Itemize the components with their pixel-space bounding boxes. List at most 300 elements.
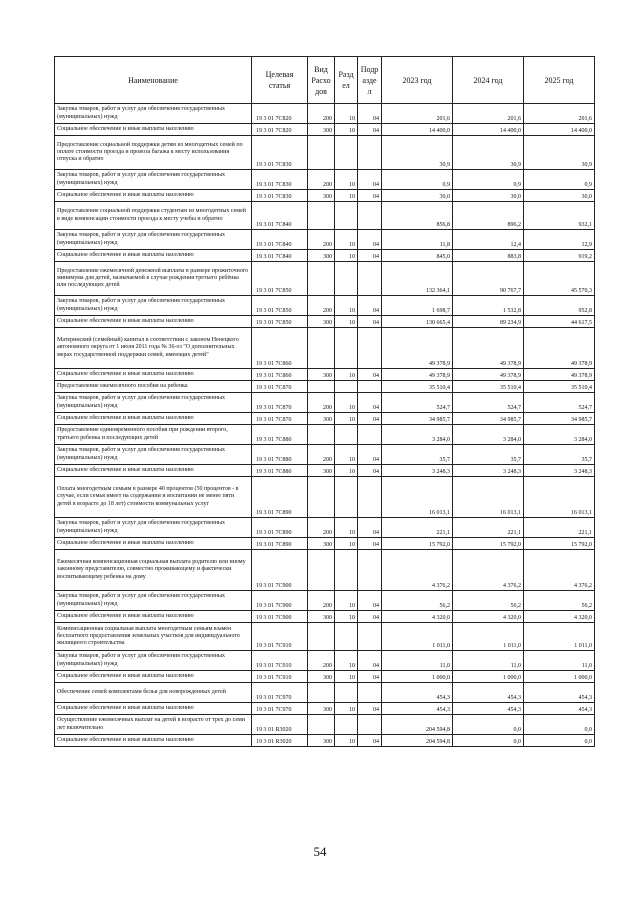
- cell-vid: [308, 136, 335, 170]
- cell-y2024: 16 013,1: [453, 477, 524, 518]
- cell-rz: [335, 623, 358, 651]
- cell-vid: 200: [308, 445, 335, 465]
- cell-y2024: 4 320,0: [453, 611, 524, 623]
- cell-y2024: 896,2: [453, 202, 524, 230]
- cell-vid: [308, 328, 335, 369]
- cell-code: 19 3 01 7С970: [252, 703, 308, 715]
- cell-y2025: 932,1: [524, 202, 595, 230]
- cell-rz: [335, 136, 358, 170]
- cell-name: Закупка товаров, работ и услуг для обеспечения государственных (муниципальных) нужд: [55, 393, 252, 413]
- cell-y2024: 0,9: [453, 170, 524, 190]
- cell-vid: 300: [308, 465, 335, 477]
- cell-y2025: 11,0: [524, 651, 595, 671]
- cell-pr: 04: [358, 703, 382, 715]
- cell-y2023: 132 364,1: [382, 262, 453, 296]
- cell-name: Предоставление ежемесячной денежной выплаты в размере прожиточного минимума для детей, назначаемой в случае рождения третьего ребёнка или последующих детей: [55, 262, 252, 296]
- header-podrazdel: Подр азде л: [358, 57, 382, 104]
- cell-y2024: 15 792,0: [453, 538, 524, 550]
- cell-y2023: 221,1: [382, 518, 453, 538]
- cell-rz: 10: [335, 671, 358, 683]
- cell-rz: [335, 425, 358, 445]
- cell-vid: [308, 715, 335, 735]
- cell-y2025: 30,0: [524, 190, 595, 202]
- cell-y2024: 11,0: [453, 651, 524, 671]
- cell-name: Закупка товаров, работ и услуг для обеспечения государственных (муниципальных) нужд: [55, 445, 252, 465]
- cell-rz: 10: [335, 465, 358, 477]
- cell-y2023: 35 510,4: [382, 381, 453, 393]
- header-2025: 2025 год: [524, 57, 595, 104]
- cell-rz: [335, 683, 358, 703]
- table-row: [55, 703, 595, 715]
- cell-y2024: 221,1: [453, 518, 524, 538]
- cell-y2025: 1 000,0: [524, 671, 595, 683]
- cell-rz: 10: [335, 369, 358, 381]
- table-row: [55, 230, 595, 250]
- cell-y2023: 1 698,7: [382, 296, 453, 316]
- header-vid: Вид Расхо дов: [308, 57, 335, 104]
- cell-y2024: 0,0: [453, 715, 524, 735]
- cell-y2023: 201,6: [382, 104, 453, 124]
- cell-vid: 200: [308, 518, 335, 538]
- cell-y2023: 4 376,2: [382, 550, 453, 591]
- cell-rz: 10: [335, 651, 358, 671]
- cell-code: 19 3 01 7С880: [252, 445, 308, 465]
- cell-name: Закупка товаров, работ и услуг для обеспечения государственных (муниципальных) нужд: [55, 230, 252, 250]
- cell-y2025: 56,2: [524, 591, 595, 611]
- cell-rz: 10: [335, 230, 358, 250]
- table-row: [55, 170, 595, 190]
- cell-y2024: 35,7: [453, 445, 524, 465]
- table-row: [55, 683, 595, 703]
- cell-y2024: 30,0: [453, 190, 524, 202]
- cell-name: Социальное обеспечение и иные выплаты населению: [55, 465, 252, 477]
- cell-y2023: 34 985,7: [382, 413, 453, 425]
- header-name: Наименование: [55, 57, 252, 104]
- cell-rz: [335, 550, 358, 591]
- cell-y2023: 524,7: [382, 393, 453, 413]
- cell-name: Оплата многодетным семьям в размере 40 процентов (50 процентов - в случае, если семья имеет на содержании и воспитании не менее пяти детей в возрасте до 18 лет) стоимости коммунальных услуг: [55, 477, 252, 518]
- table-body: [55, 104, 595, 747]
- cell-code: 19 3 01 7С970: [252, 683, 308, 703]
- cell-y2025: 201,6: [524, 104, 595, 124]
- cell-pr: 04: [358, 671, 382, 683]
- cell-name: Социальное обеспечение и иные выплаты населению: [55, 124, 252, 136]
- table-row: [55, 104, 595, 124]
- cell-vid: [308, 262, 335, 296]
- cell-code: 19 3 01 7С820: [252, 124, 308, 136]
- cell-y2024: 201,6: [453, 104, 524, 124]
- cell-code: 19 3 01 7С840: [252, 250, 308, 262]
- cell-name: Социальное обеспечение и иные выплаты населению: [55, 316, 252, 328]
- cell-name: Закупка товаров, работ и услуг для обеспечения государственных (муниципальных) нужд: [55, 104, 252, 124]
- cell-y2025: 1 011,0: [524, 623, 595, 651]
- cell-vid: 300: [308, 538, 335, 550]
- table-row: [55, 124, 595, 136]
- cell-pr: [358, 328, 382, 369]
- cell-vid: 200: [308, 591, 335, 611]
- cell-pr: [358, 425, 382, 445]
- cell-y2024: 49 378,9: [453, 328, 524, 369]
- table-row: [55, 262, 595, 296]
- cell-name: Социальное обеспечение и иные выплаты населению: [55, 250, 252, 262]
- cell-y2023: 56,2: [382, 591, 453, 611]
- table-row: [55, 425, 595, 445]
- cell-code: 19 3 01 7С850: [252, 316, 308, 328]
- cell-y2024: 1 532,8: [453, 296, 524, 316]
- page-number: 54: [313, 844, 327, 859]
- cell-y2023: 845,0: [382, 250, 453, 262]
- cell-name: Закупка товаров, работ и услуг для обеспечения государственных (муниципальных) нужд: [55, 591, 252, 611]
- cell-y2024: 454,3: [453, 683, 524, 703]
- cell-y2025: 919,2: [524, 250, 595, 262]
- cell-rz: [335, 381, 358, 393]
- cell-rz: 10: [335, 703, 358, 715]
- cell-vid: 300: [308, 250, 335, 262]
- table-row: [55, 445, 595, 465]
- cell-pr: 04: [358, 445, 382, 465]
- table-row: [55, 328, 595, 369]
- cell-code: 19 3 01 7С890: [252, 538, 308, 550]
- cell-y2025: 34 985,7: [524, 413, 595, 425]
- cell-y2024: 35 510,4: [453, 381, 524, 393]
- cell-pr: 04: [358, 104, 382, 124]
- cell-name: Социальное обеспечение и иные выплаты населению: [55, 369, 252, 381]
- cell-y2025: 45 570,3: [524, 262, 595, 296]
- cell-rz: [335, 715, 358, 735]
- cell-y2023: 1 011,0: [382, 623, 453, 651]
- cell-vid: 300: [308, 190, 335, 202]
- cell-name: Социальное обеспечение и иные выплаты населению: [55, 671, 252, 683]
- cell-name: Компенсационная социальная выплата многодетным семьям взамен бесплатного предоставления земельных участков для индивидуального жилищного строительства: [55, 623, 252, 651]
- table-row: [55, 393, 595, 413]
- cell-pr: 04: [358, 250, 382, 262]
- cell-code: 19 3 01 7С850: [252, 296, 308, 316]
- cell-vid: [308, 202, 335, 230]
- cell-y2023: 49 378,9: [382, 369, 453, 381]
- budget-table: [54, 56, 595, 747]
- cell-pr: 04: [358, 465, 382, 477]
- cell-code: 19 3 01 R3020: [252, 715, 308, 735]
- table-header-row: [55, 57, 595, 104]
- cell-y2025: 49 378,9: [524, 328, 595, 369]
- cell-y2023: 3 284,0: [382, 425, 453, 445]
- cell-pr: [358, 477, 382, 518]
- cell-y2025: 454,3: [524, 703, 595, 715]
- cell-pr: [358, 715, 382, 735]
- cell-vid: 300: [308, 671, 335, 683]
- cell-pr: 04: [358, 413, 382, 425]
- cell-y2024: 4 376,2: [453, 550, 524, 591]
- cell-pr: 04: [358, 369, 382, 381]
- cell-y2024: 524,7: [453, 393, 524, 413]
- cell-y2023: 30,0: [382, 190, 453, 202]
- cell-vid: 200: [308, 393, 335, 413]
- cell-code: 19 3 01 7С890: [252, 518, 308, 538]
- cell-name: Предоставление социальной поддержки студентам из многодетных семей в виде компенсации стоимости проезда к месту учебы и обратно: [55, 202, 252, 230]
- table-row: [55, 369, 595, 381]
- cell-name: Социальное обеспечение и иные выплаты населению: [55, 735, 252, 747]
- table-row: [55, 518, 595, 538]
- cell-y2025: 524,7: [524, 393, 595, 413]
- cell-code: 19 3 01 7С860: [252, 328, 308, 369]
- cell-pr: [358, 136, 382, 170]
- cell-rz: 10: [335, 316, 358, 328]
- cell-code: 19 3 01 7С890: [252, 477, 308, 518]
- cell-y2024: 3 284,0: [453, 425, 524, 445]
- cell-name: Предоставление ежемесячного пособия на ребенка: [55, 381, 252, 393]
- cell-rz: 10: [335, 735, 358, 747]
- cell-y2025: 0,0: [524, 715, 595, 735]
- cell-code: 19 3 01 7С870: [252, 413, 308, 425]
- cell-name: Социальное обеспечение и иные выплаты населению: [55, 190, 252, 202]
- table-row: [55, 538, 595, 550]
- cell-pr: 04: [358, 170, 382, 190]
- cell-y2023: 856,8: [382, 202, 453, 230]
- cell-y2024: 883,8: [453, 250, 524, 262]
- cell-vid: 300: [308, 316, 335, 328]
- cell-y2023: 0,9: [382, 170, 453, 190]
- table-row: [55, 611, 595, 623]
- cell-code: 19 3 01 7С850: [252, 262, 308, 296]
- cell-y2024: 56,2: [453, 591, 524, 611]
- cell-pr: [358, 683, 382, 703]
- cell-y2025: 16 013,1: [524, 477, 595, 518]
- cell-pr: [358, 623, 382, 651]
- cell-vid: 300: [308, 413, 335, 425]
- cell-code: 19 3 01 7С910: [252, 623, 308, 651]
- table-row: [55, 136, 595, 170]
- cell-y2023: 454,3: [382, 703, 453, 715]
- cell-y2024: 30,9: [453, 136, 524, 170]
- cell-code: 19 3 01 7С860: [252, 369, 308, 381]
- cell-y2025: 14 400,0: [524, 124, 595, 136]
- cell-y2024: 1 011,0: [453, 623, 524, 651]
- cell-rz: [335, 262, 358, 296]
- cell-pr: 04: [358, 124, 382, 136]
- table-row: [55, 671, 595, 683]
- cell-code: 19 3 01 7С870: [252, 393, 308, 413]
- header-2024: 2024 год: [453, 57, 524, 104]
- table-row: [55, 591, 595, 611]
- cell-name: Материнский (семейный) капитал в соответствии с законом Ненецкого автономного округа от 1 июля 2011 года № 36-оз "О дополнительных мерах государственной поддержки семей, имеющих детей": [55, 328, 252, 369]
- cell-name: Предоставление единовременного пособия при рождении второго, третьего ребенка и последующих детей: [55, 425, 252, 445]
- cell-pr: 04: [358, 393, 382, 413]
- cell-vid: 200: [308, 170, 335, 190]
- cell-vid: 200: [308, 296, 335, 316]
- cell-rz: 10: [335, 518, 358, 538]
- cell-name: Ежемесячная компенсационная социальная выплата родителю или иному законному представителю, совместно проживающему и фактически воспитывающему ребенка на дому: [55, 550, 252, 591]
- cell-pr: [358, 381, 382, 393]
- cell-y2023: 1 000,0: [382, 671, 453, 683]
- cell-y2023: 454,3: [382, 683, 453, 703]
- cell-y2025: 49 378,9: [524, 369, 595, 381]
- cell-rz: 10: [335, 611, 358, 623]
- cell-y2025: 4 320,0: [524, 611, 595, 623]
- cell-name: Предоставление социальной поддержки детям из многодетных семей по оплате стоимости проезда и провоза багажа к месту использования отпуска и обратно: [55, 136, 252, 170]
- table-row: [55, 296, 595, 316]
- cell-name: Закупка товаров, работ и услуг для обеспечения государственных (муниципальных) нужд: [55, 296, 252, 316]
- cell-y2025: 4 376,2: [524, 550, 595, 591]
- cell-pr: 04: [358, 296, 382, 316]
- cell-y2025: 952,8: [524, 296, 595, 316]
- cell-pr: 04: [358, 591, 382, 611]
- cell-pr: 04: [358, 651, 382, 671]
- cell-vid: [308, 425, 335, 445]
- cell-rz: 10: [335, 104, 358, 124]
- cell-pr: 04: [358, 611, 382, 623]
- cell-code: 19 3 01 7С870: [252, 381, 308, 393]
- cell-vid: [308, 550, 335, 591]
- cell-pr: [358, 550, 382, 591]
- cell-y2024: 34 985,7: [453, 413, 524, 425]
- cell-y2023: 35,7: [382, 445, 453, 465]
- cell-vid: 300: [308, 369, 335, 381]
- cell-rz: 10: [335, 413, 358, 425]
- cell-vid: [308, 683, 335, 703]
- cell-y2025: 221,1: [524, 518, 595, 538]
- cell-code: 19 3 01 7С880: [252, 425, 308, 445]
- cell-code: 19 3 01 7С830: [252, 136, 308, 170]
- cell-y2023: 11,8: [382, 230, 453, 250]
- cell-vid: 200: [308, 230, 335, 250]
- cell-name: Социальное обеспечение и иные выплаты населению: [55, 538, 252, 550]
- cell-code: 19 3 01 7С840: [252, 230, 308, 250]
- cell-code: 19 3 01 7С900: [252, 591, 308, 611]
- cell-rz: 10: [335, 538, 358, 550]
- cell-pr: 04: [358, 316, 382, 328]
- cell-rz: 10: [335, 250, 358, 262]
- cell-rz: [335, 328, 358, 369]
- cell-y2025: 12,9: [524, 230, 595, 250]
- cell-name: Социальное обеспечение и иные выплаты населению: [55, 703, 252, 715]
- cell-name: Закупка товаров, работ и услуг для обеспечения государственных (муниципальных) нужд: [55, 518, 252, 538]
- table-row: [55, 190, 595, 202]
- cell-y2025: 3 284,0: [524, 425, 595, 445]
- cell-y2023: 15 792,0: [382, 538, 453, 550]
- cell-pr: 04: [358, 735, 382, 747]
- cell-vid: 200: [308, 104, 335, 124]
- cell-name: Закупка товаров, работ и услуг для обеспечения государственных (муниципальных) нужд: [55, 651, 252, 671]
- cell-vid: [308, 623, 335, 651]
- cell-y2023: 3 248,3: [382, 465, 453, 477]
- cell-rz: [335, 202, 358, 230]
- table-row: [55, 250, 595, 262]
- table-row: [55, 202, 595, 230]
- cell-name: Социальное обеспечение и иные выплаты населению: [55, 413, 252, 425]
- cell-pr: 04: [358, 190, 382, 202]
- cell-rz: 10: [335, 393, 358, 413]
- cell-pr: 04: [358, 518, 382, 538]
- cell-vid: 200: [308, 651, 335, 671]
- cell-y2024: 89 234,9: [453, 316, 524, 328]
- cell-y2023: 14 400,0: [382, 124, 453, 136]
- header-razdel: Разд ел: [335, 57, 358, 104]
- cell-vid: 300: [308, 611, 335, 623]
- cell-y2023: 49 378,9: [382, 328, 453, 369]
- cell-y2025: 44 617,5: [524, 316, 595, 328]
- cell-y2025: 0,9: [524, 170, 595, 190]
- cell-y2025: 35,7: [524, 445, 595, 465]
- cell-rz: 10: [335, 591, 358, 611]
- cell-code: 19 3 01 7С820: [252, 104, 308, 124]
- cell-name: Обеспечение семей комплектами белья для новорожденных детей: [55, 683, 252, 703]
- cell-y2023: 30,9: [382, 136, 453, 170]
- cell-code: 19 3 01 7С830: [252, 170, 308, 190]
- cell-pr: [358, 262, 382, 296]
- cell-vid: [308, 381, 335, 393]
- cell-code: 19 3 01 7С880: [252, 465, 308, 477]
- table-row: [55, 623, 595, 651]
- cell-name: Осуществление ежемесячных выплат на детей в возрасте от трех до семи лет включительно: [55, 715, 252, 735]
- cell-name: Социальное обеспечение и иные выплаты населению: [55, 611, 252, 623]
- table-row: [55, 715, 595, 735]
- cell-y2024: 454,3: [453, 703, 524, 715]
- cell-y2024: 49 378,9: [453, 369, 524, 381]
- cell-y2025: 30,9: [524, 136, 595, 170]
- cell-code: 19 3 01 R3020: [252, 735, 308, 747]
- cell-vid: 300: [308, 124, 335, 136]
- cell-rz: 10: [335, 124, 358, 136]
- cell-y2023: 204 594,8: [382, 715, 453, 735]
- cell-pr: [358, 202, 382, 230]
- cell-y2025: 35 510,4: [524, 381, 595, 393]
- cell-y2024: 90 767,7: [453, 262, 524, 296]
- table-row: [55, 651, 595, 671]
- cell-y2023: 4 320,0: [382, 611, 453, 623]
- cell-name: Закупка товаров, работ и услуг для обеспечения государственных (муниципальных) нужд: [55, 170, 252, 190]
- cell-y2023: 204 594,8: [382, 735, 453, 747]
- cell-rz: [335, 477, 358, 518]
- header-code: Целевая статья: [252, 57, 308, 104]
- cell-code: 19 3 01 7С910: [252, 671, 308, 683]
- cell-y2024: 0,0: [453, 735, 524, 747]
- cell-code: 19 3 01 7С900: [252, 550, 308, 591]
- table-row: [55, 735, 595, 747]
- cell-y2024: 12,4: [453, 230, 524, 250]
- cell-vid: 300: [308, 735, 335, 747]
- table-row: [55, 381, 595, 393]
- cell-y2023: 11,0: [382, 651, 453, 671]
- cell-code: 19 3 01 7С830: [252, 190, 308, 202]
- cell-rz: 10: [335, 190, 358, 202]
- table-row: [55, 550, 595, 591]
- table-row: [55, 477, 595, 518]
- cell-y2023: 130 665,4: [382, 316, 453, 328]
- cell-vid: 300: [308, 703, 335, 715]
- cell-rz: 10: [335, 445, 358, 465]
- cell-rz: 10: [335, 296, 358, 316]
- cell-y2024: 1 000,0: [453, 671, 524, 683]
- cell-pr: 04: [358, 230, 382, 250]
- cell-pr: 04: [358, 538, 382, 550]
- cell-y2025: 0,0: [524, 735, 595, 747]
- table-row: [55, 316, 595, 328]
- cell-code: 19 3 01 7С900: [252, 611, 308, 623]
- cell-y2025: 15 792,0: [524, 538, 595, 550]
- cell-code: 19 3 01 7С910: [252, 651, 308, 671]
- cell-y2023: 16 013,1: [382, 477, 453, 518]
- cell-code: 19 3 01 7С840: [252, 202, 308, 230]
- cell-y2025: 454,3: [524, 683, 595, 703]
- cell-vid: [308, 477, 335, 518]
- cell-rz: 10: [335, 170, 358, 190]
- table-row: [55, 465, 595, 477]
- table-row: [55, 413, 595, 425]
- cell-y2024: 3 248,3: [453, 465, 524, 477]
- cell-y2025: 3 248,3: [524, 465, 595, 477]
- cell-y2024: 14 400,0: [453, 124, 524, 136]
- header-2023: 2023 год: [382, 57, 453, 104]
